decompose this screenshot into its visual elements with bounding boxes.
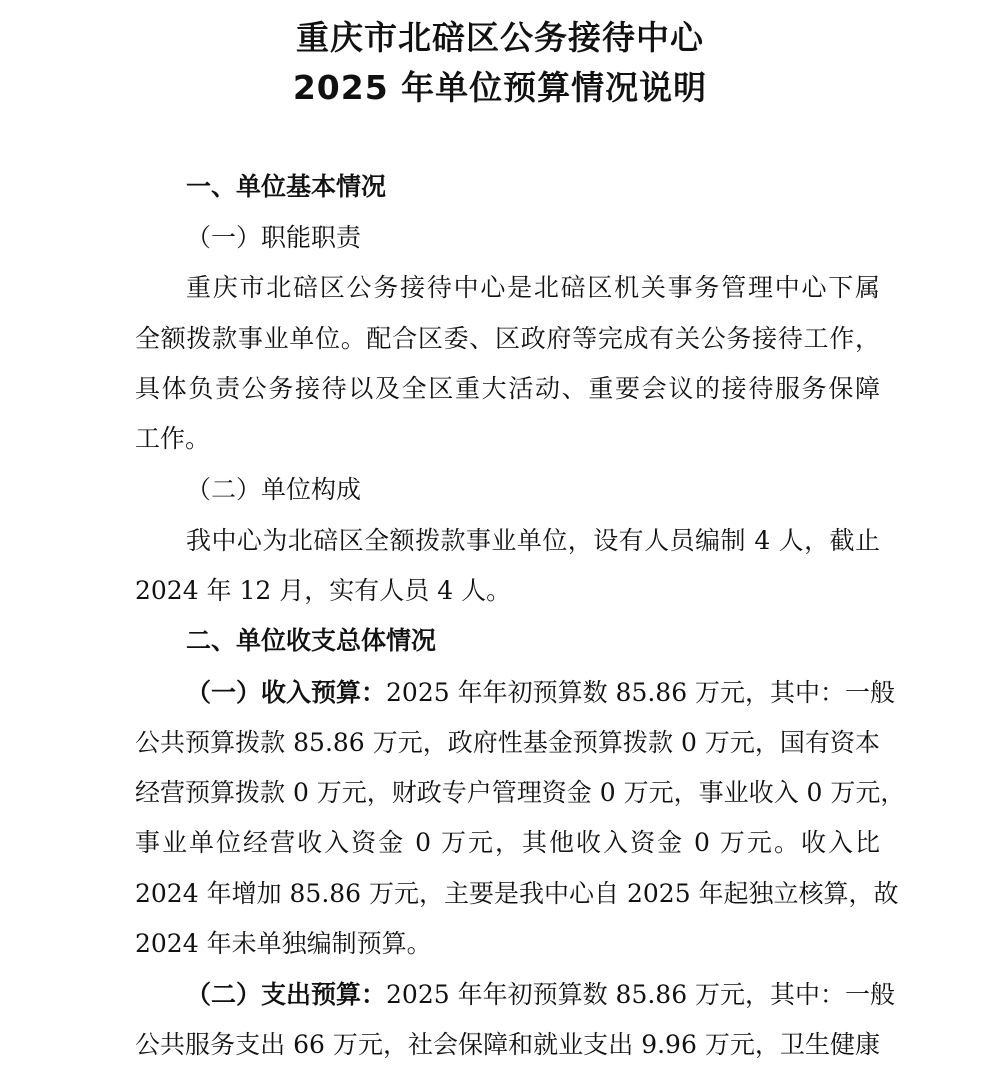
paragraph-line: 公共预算拨款 85.86 万元，政府性基金预算拨款 0 万元，国有资本 — [135, 728, 880, 757]
paragraph-line: 2024 年增加 85.86 万元，主要是我中心自 2025 年起独立核算，故 — [135, 879, 899, 908]
paragraph-line: 公共服务支出 66 万元，社会保障和就业支出 9.96 万元，卫生健康 — [135, 1030, 880, 1059]
income-budget-text: 2025 年年初预算数 85.86 万元，其中：一般 — [386, 678, 896, 707]
document-title-line1: 重庆市北碚区公务接待中心 — [296, 18, 704, 57]
paragraph-line: 我中心为北碚区全额拨款事业单位，设有人员编制 4 人，截止 — [186, 526, 880, 555]
section-heading-basic-info: 一、单位基本情况 — [186, 172, 387, 201]
paragraph-line: 工作。 — [135, 424, 211, 453]
paragraph-line: 经营预算拨款 0 万元，财政专户管理资金 0 万元，事业收入 0 万元， — [135, 778, 906, 807]
paragraph-line: 2024 年未单独编制预算。 — [135, 929, 432, 958]
paragraph-line: 重庆市北碚区公务接待中心是北碚区机关事务管理中心下属 — [186, 273, 880, 302]
paragraph-line: 事业单位经营收入资金 0 万元，其他收入资金 0 万元。收入比 — [135, 828, 880, 857]
expense-budget-text: 2025 年年初预算数 85.86 万元，其中：一般 — [386, 980, 896, 1009]
subheading-composition: （二）单位构成 — [186, 475, 362, 504]
paragraph-line: 具体负责公务接待以及全区重大活动、重要会议的接待服务保障 — [135, 374, 880, 403]
subheading-duties: （一）职能职责 — [186, 223, 362, 252]
paragraph-line: 2024 年 12 月，实有人员 4 人。 — [135, 576, 512, 605]
paragraph-line — [186, 978, 896, 1012]
section-heading-income-expense: 二、单位收支总体情况 — [186, 626, 437, 655]
income-budget-label: （一）收入预算： — [186, 678, 387, 707]
document-title-line2: 2025 年单位预算情况说明 — [292, 68, 708, 107]
expense-budget-label: （二）支出预算： — [186, 980, 387, 1009]
paragraph-line: 全额拨款事业单位。配合区委、区政府等完成有关公务接待工作， — [135, 324, 880, 353]
paragraph-line — [186, 676, 896, 710]
